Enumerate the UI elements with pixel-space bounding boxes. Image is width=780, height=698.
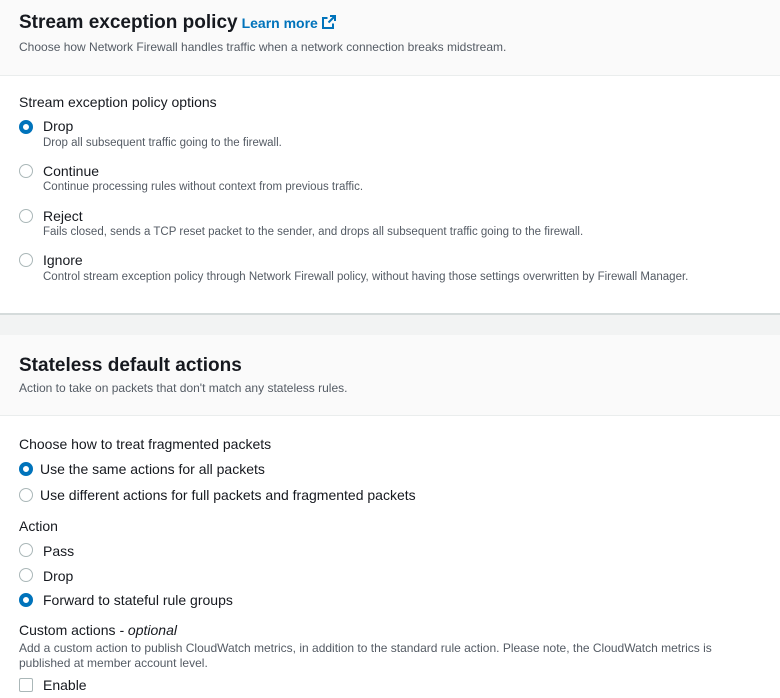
- radio-forward[interactable]: [19, 593, 33, 607]
- option-drop-desc: Drop all subsequent traffic going to the firewall.: [43, 137, 282, 149]
- stream-options-label: Stream exception policy options: [19, 94, 217, 110]
- option-ignore-label: Ignore: [43, 252, 83, 268]
- fragment-label: Choose how to treat fragmented packets: [19, 436, 272, 452]
- radio-ignore[interactable]: [19, 253, 33, 267]
- option-drop-label: Drop: [43, 118, 74, 134]
- custom-actions-label: Custom actions - optional: [19, 622, 177, 638]
- action-label: Action: [19, 518, 58, 534]
- option-reject-desc: Fails closed, sends a TCP reset packet to the sender, and drops all subsequent traffic going to the firewall.: [43, 226, 584, 238]
- stateless-title: Stateless default actions: [19, 355, 242, 376]
- forward-label: Forward to stateful rule groups: [43, 592, 233, 608]
- custom-actions-desc-2: published at member account level.: [19, 656, 208, 670]
- learn-more-link[interactable]: Learn more: [242, 15, 336, 31]
- option-continue-desc: Continue processing rules without context from previous traffic.: [43, 181, 364, 193]
- same-actions-label: Use the same actions for all packets: [40, 461, 265, 477]
- stream-title: Stream exception policy: [19, 12, 238, 33]
- option-ignore-desc: Control stream exception policy through Network Firewall policy, without having those settings overwritten by Firewall Manager.: [43, 271, 689, 283]
- optional-tag: - optional: [119, 622, 177, 638]
- radio-different-actions[interactable]: [19, 488, 33, 502]
- custom-actions-desc-1: Add a custom action to publish CloudWatch metrics, in addition to the standard rule action. Please note, the CloudWatch metrics is: [19, 641, 712, 655]
- section-gap: [0, 315, 780, 335]
- option-reject-label: Reject: [43, 208, 83, 224]
- stream-title-row: [19, 12, 336, 34]
- stateless-description: Action to take on packets that don't match any stateless rules.: [19, 381, 348, 395]
- different-actions-label: Use different actions for full packets and fragmented packets: [40, 487, 416, 503]
- radio-reject[interactable]: [19, 209, 33, 223]
- external-link-icon: [322, 15, 336, 29]
- action-drop-label: Drop: [43, 568, 74, 584]
- radio-same-actions[interactable]: [19, 462, 33, 476]
- radio-pass[interactable]: [19, 543, 33, 557]
- radio-drop[interactable]: [19, 120, 33, 134]
- pass-label: Pass: [43, 543, 75, 559]
- enable-checkbox[interactable]: [19, 678, 33, 692]
- radio-action-drop[interactable]: [19, 568, 33, 582]
- radio-continue[interactable]: [19, 164, 33, 178]
- stream-description: Choose how Network Firewall handles traffic when a network connection breaks midstream.: [19, 40, 507, 54]
- option-continue-label: Continue: [43, 163, 100, 179]
- enable-label: Enable: [43, 677, 87, 693]
